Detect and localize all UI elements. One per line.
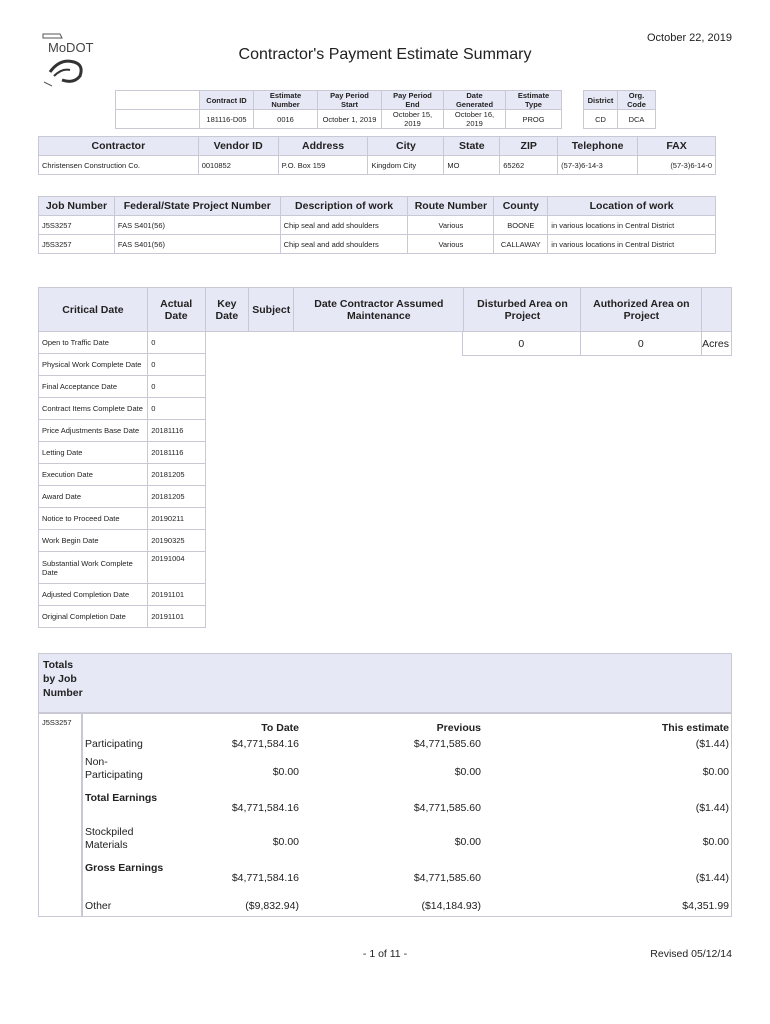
totals-row-label: Non-Participating xyxy=(85,756,143,781)
logo-text: MoDOT xyxy=(48,40,94,55)
actual-date-value: 0 xyxy=(148,376,206,398)
pay-period-start-value: October 1, 2019 xyxy=(318,110,382,129)
telephone: (57-3)6-14-3 xyxy=(558,156,638,175)
city-header: City xyxy=(368,137,444,156)
location-header: Location of work xyxy=(548,197,716,216)
address-header: Address xyxy=(278,137,368,156)
critical-date-label: Letting Date xyxy=(39,442,148,464)
project-number: FAS S401(56) xyxy=(114,235,280,254)
district-value: CD xyxy=(584,110,618,129)
page-title: Contractor's Payment Estimate Summary xyxy=(238,46,532,63)
actual-date-value: 20181205 xyxy=(148,464,206,486)
critical-date-label: Original Completion Date xyxy=(39,606,148,628)
disturbed-area-header: Disturbed Area on Project xyxy=(464,288,581,332)
actual-date-value: 20181205 xyxy=(148,486,206,508)
org-code-header: Org. Code xyxy=(618,91,656,110)
contractor-header: Contractor xyxy=(39,137,199,156)
job-number: J5S3257 xyxy=(39,235,115,254)
zip-header: ZIP xyxy=(500,137,558,156)
totals-this-value: ($1.44) xyxy=(695,738,729,750)
route-number: Various xyxy=(408,235,494,254)
critical-date-label: Final Acceptance Date xyxy=(39,376,148,398)
jobs-table xyxy=(38,196,716,254)
critical-dates-header xyxy=(38,287,732,332)
disturbed-area-value: 0 xyxy=(463,332,581,356)
critical-date-label: Contract Items Complete Date xyxy=(39,398,148,420)
actual-date-value: 20191101 xyxy=(148,606,206,628)
critical-date-label: Award Date xyxy=(39,486,148,508)
actual-date-value: 20190211 xyxy=(148,508,206,530)
authorized-area-value: 0 xyxy=(580,332,701,356)
telephone-header: Telephone xyxy=(558,137,638,156)
totals-this-value: $0.00 xyxy=(702,766,729,778)
table-row xyxy=(39,486,206,508)
previous-header: Previous xyxy=(436,722,481,734)
totals-financials xyxy=(82,713,732,917)
critical-date-label: Work Begin Date xyxy=(39,530,148,552)
table-row xyxy=(39,584,206,606)
pay-period-end-header: Pay Period End xyxy=(382,91,444,110)
actual-date-value: 20191101 xyxy=(148,584,206,606)
description-header: Description of work xyxy=(280,197,408,216)
actual-date-value: 20181116 xyxy=(148,442,206,464)
contractor-table xyxy=(38,136,716,175)
revised-date: Revised 05/12/14 xyxy=(650,948,732,960)
county-header: County xyxy=(494,197,548,216)
table-row xyxy=(39,216,716,235)
description: Chip seal and add shoulders xyxy=(280,235,408,254)
description: Chip seal and add shoulders xyxy=(280,216,408,235)
estimate-type-value: PROG xyxy=(506,110,562,129)
contractor-name: Christensen Construction Co. xyxy=(39,156,199,175)
totals-row-label: Stockpiled Materials xyxy=(85,826,134,851)
totals-previous-value: ($14,184.93) xyxy=(421,900,481,912)
location: in various locations in Central District xyxy=(548,235,716,254)
table-row xyxy=(39,420,206,442)
critical-date-header: Critical Date xyxy=(39,288,148,332)
contract-id-header: Contract ID xyxy=(200,91,254,110)
totals-this-value: ($1.44) xyxy=(695,802,729,814)
estimate-type-header: Estimate Type xyxy=(506,91,562,110)
totals-job-number: J5S3257 xyxy=(38,713,82,917)
contract-info-table xyxy=(115,90,656,129)
actual-date-value: 20190325 xyxy=(148,530,206,552)
table-row xyxy=(39,508,206,530)
address: P.O. Box 159 xyxy=(278,156,368,175)
totals-row-label: Total Earnings xyxy=(85,792,158,804)
critical-date-label: Price Adjustments Base Date xyxy=(39,420,148,442)
org-code-value: DCA xyxy=(618,110,656,129)
vendor-id-header: Vendor ID xyxy=(198,137,278,156)
date-generated-header: Date Generated xyxy=(444,91,506,110)
totals-previous-value: $0.00 xyxy=(454,836,481,848)
project-number-header: Federal/State Project Number xyxy=(114,197,280,216)
job-number: J5S3257 xyxy=(39,216,115,235)
critical-date-label: Notice to Proceed Date xyxy=(39,508,148,530)
totals-to-date-value: $0.00 xyxy=(272,836,299,848)
totals-to-date-value: $4,771,584.16 xyxy=(231,872,299,884)
totals-previous-value: $0.00 xyxy=(454,766,481,778)
table-row xyxy=(39,606,206,628)
table-row xyxy=(39,530,206,552)
totals-heading: Totals by Job Number xyxy=(43,659,83,699)
route-number: Various xyxy=(408,216,494,235)
actual-date-value: 0 xyxy=(148,398,206,420)
totals-previous-value: $4,771,585.60 xyxy=(413,872,481,884)
table-row xyxy=(39,442,206,464)
route-number-header: Route Number xyxy=(408,197,494,216)
table-row xyxy=(39,354,206,376)
state: MO xyxy=(444,156,500,175)
critical-date-label: Physical Work Complete Date xyxy=(39,354,148,376)
key-date-header: Key Date xyxy=(205,288,249,332)
report-date: October 22, 2019 xyxy=(646,32,732,44)
table-row xyxy=(39,235,716,254)
project-number: FAS S401(56) xyxy=(114,216,280,235)
state-header: State xyxy=(444,137,500,156)
totals-to-date-value: ($9,832.94) xyxy=(245,900,299,912)
totals-to-date-value: $0.00 xyxy=(272,766,299,778)
vendor-id: 0010852 xyxy=(198,156,278,175)
critical-date-label: Open to Traffic Date xyxy=(39,332,148,354)
totals-row-label: Participating xyxy=(85,738,143,750)
to-date-header: To Date xyxy=(261,722,299,734)
estimate-number-value: 0016 xyxy=(254,110,318,129)
critical-dates-table xyxy=(38,331,206,628)
actual-date-header: Actual Date xyxy=(147,288,205,332)
critical-date-label: Adjusted Completion Date xyxy=(39,584,148,606)
unit-header xyxy=(702,288,732,332)
estimate-number-header: Estimate Number xyxy=(254,91,318,110)
table-row xyxy=(39,464,206,486)
area-values xyxy=(462,331,732,356)
totals-header xyxy=(38,653,732,713)
subject-header: Subject xyxy=(249,288,294,332)
assumed-maintenance-header: Date Contractor Assumed Maintenance xyxy=(294,288,464,332)
totals-this-value: $4,351.99 xyxy=(682,900,729,912)
table-row xyxy=(39,376,206,398)
district-header: District xyxy=(584,91,618,110)
page-number: - 1 of 11 - xyxy=(362,948,408,960)
fax-header: FAX xyxy=(638,137,716,156)
totals-row-label: Other xyxy=(85,900,112,912)
pay-period-end-value: October 15, 2019 xyxy=(382,110,444,129)
critical-date-label: Execution Date xyxy=(39,464,148,486)
table-row xyxy=(39,552,206,584)
totals-to-date-value: $4,771,584.16 xyxy=(231,738,299,750)
totals-this-value: ($1.44) xyxy=(695,872,729,884)
this-estimate-header: This estimate xyxy=(661,722,729,734)
authorized-area-header: Authorized Area on Project xyxy=(581,288,702,332)
contract-id-value: 181116-D05 xyxy=(200,110,254,129)
county: BOONE xyxy=(494,216,548,235)
actual-date-value: 20191004 xyxy=(148,552,206,584)
actual-date-value: 0 xyxy=(148,332,206,354)
job-number-header: Job Number xyxy=(39,197,115,216)
totals-row-label: Gross Earnings xyxy=(85,862,164,874)
critical-date-label: Substantial Work Complete Date xyxy=(39,552,148,584)
totals-previous-value: $4,771,585.60 xyxy=(413,738,481,750)
actual-date-value: 20181116 xyxy=(148,420,206,442)
zip: 65262 xyxy=(500,156,558,175)
totals-to-date-value: $4,771,584.16 xyxy=(231,802,299,814)
area-unit: Acres xyxy=(701,332,731,356)
pay-period-start-header: Pay Period Start xyxy=(318,91,382,110)
city: Kingdom City xyxy=(368,156,444,175)
county: CALLAWAY xyxy=(494,235,548,254)
totals-previous-value: $4,771,585.60 xyxy=(413,802,481,814)
location: in various locations in Central District xyxy=(548,216,716,235)
fax: (57-3)6-14-0 xyxy=(638,156,716,175)
table-row xyxy=(39,332,206,354)
totals-this-value: $0.00 xyxy=(702,836,729,848)
actual-date-value: 0 xyxy=(148,354,206,376)
date-generated-value: October 16, 2019 xyxy=(444,110,506,129)
table-row xyxy=(39,398,206,420)
